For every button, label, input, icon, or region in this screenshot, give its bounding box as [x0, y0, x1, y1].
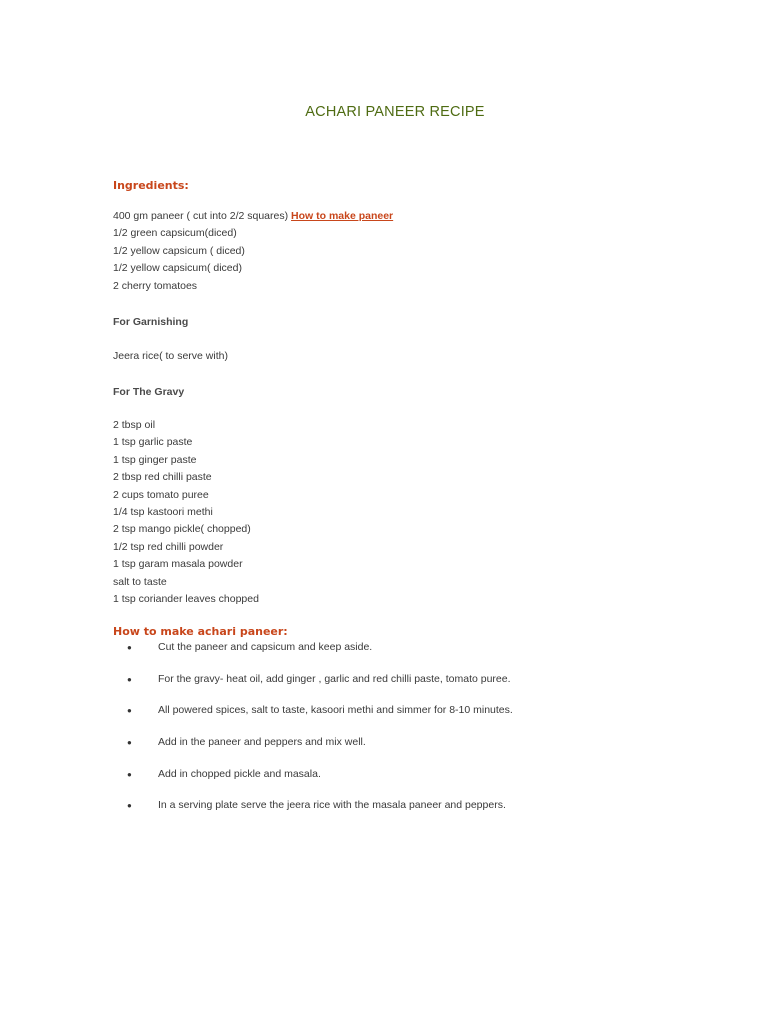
list-item: 1 tsp garam masala powder [113, 558, 243, 571]
bullet-icon: ● [127, 801, 132, 811]
list-item: 1/4 tsp kastoori methi [113, 505, 213, 518]
list-item: 1/2 yellow capsicum ( diced) [113, 244, 245, 257]
garnishing-list [113, 348, 228, 365]
list-item: 2 tbsp oil [113, 419, 156, 431]
list-item [113, 208, 393, 225]
step-text: Add in chopped pickle and masala. [158, 767, 321, 780]
list-item: 1/2 yellow capsicum( diced) [113, 262, 242, 275]
list-item: 2 tbsp red chilli paste [113, 471, 212, 484]
step-text: In a serving plate serve the jeera rice with the masala paneer and peppers. [158, 799, 506, 812]
list-item: 1/2 green capsicum(diced) [113, 227, 237, 240]
garnishing-heading: For Garnishing [113, 316, 189, 328]
bullet-icon: ● [127, 769, 132, 779]
step-text: For the gravy- heat oil, add ginger , garlic and red chilli paste, tomato puree. [158, 672, 511, 685]
gravy-list [113, 417, 259, 608]
ingredients-list [113, 208, 393, 295]
ingredient-paneer: 400 gm paneer ( cut into 2/2 squares) [113, 210, 289, 222]
list-item: 1 tsp coriander leaves chopped [113, 592, 259, 605]
list-item: Jeera rice( to serve with) [113, 350, 228, 362]
list-item: 2 cherry tomatoes [113, 279, 198, 292]
list-item: 1/2 tsp red chilli powder [113, 540, 224, 553]
step-text: All powered spices, salt to taste, kasoori methi and simmer for 8-10 minutes. [158, 704, 513, 717]
page-title: ACHARI PANEER RECIPE [305, 104, 485, 120]
step-text: Cut the paneer and capsicum and keep aside. [158, 641, 373, 653]
bullet-icon: ● [127, 738, 132, 748]
list-item: 2 tsp mango pickle( chopped) [113, 523, 251, 536]
how-to-make-paneer-link[interactable]: How to make paneer [291, 210, 394, 222]
list-item: 1 tsp garlic paste [113, 436, 193, 449]
bullet-icon: ● [127, 643, 132, 652]
method-heading: How to make achari paneer: [113, 625, 288, 638]
step-text: Add in the paneer and peppers and mix well. [158, 736, 366, 749]
bullet-icon: ● [127, 674, 132, 684]
list-item: 1 tsp ginger paste [113, 453, 197, 466]
bullet-icon: ● [127, 706, 132, 716]
ingredients-heading: Ingredients: [113, 179, 189, 192]
gravy-heading: For The Gravy [113, 386, 185, 398]
list-item: salt to taste [113, 575, 167, 588]
list-item: 2 cups tomato puree [113, 488, 209, 501]
